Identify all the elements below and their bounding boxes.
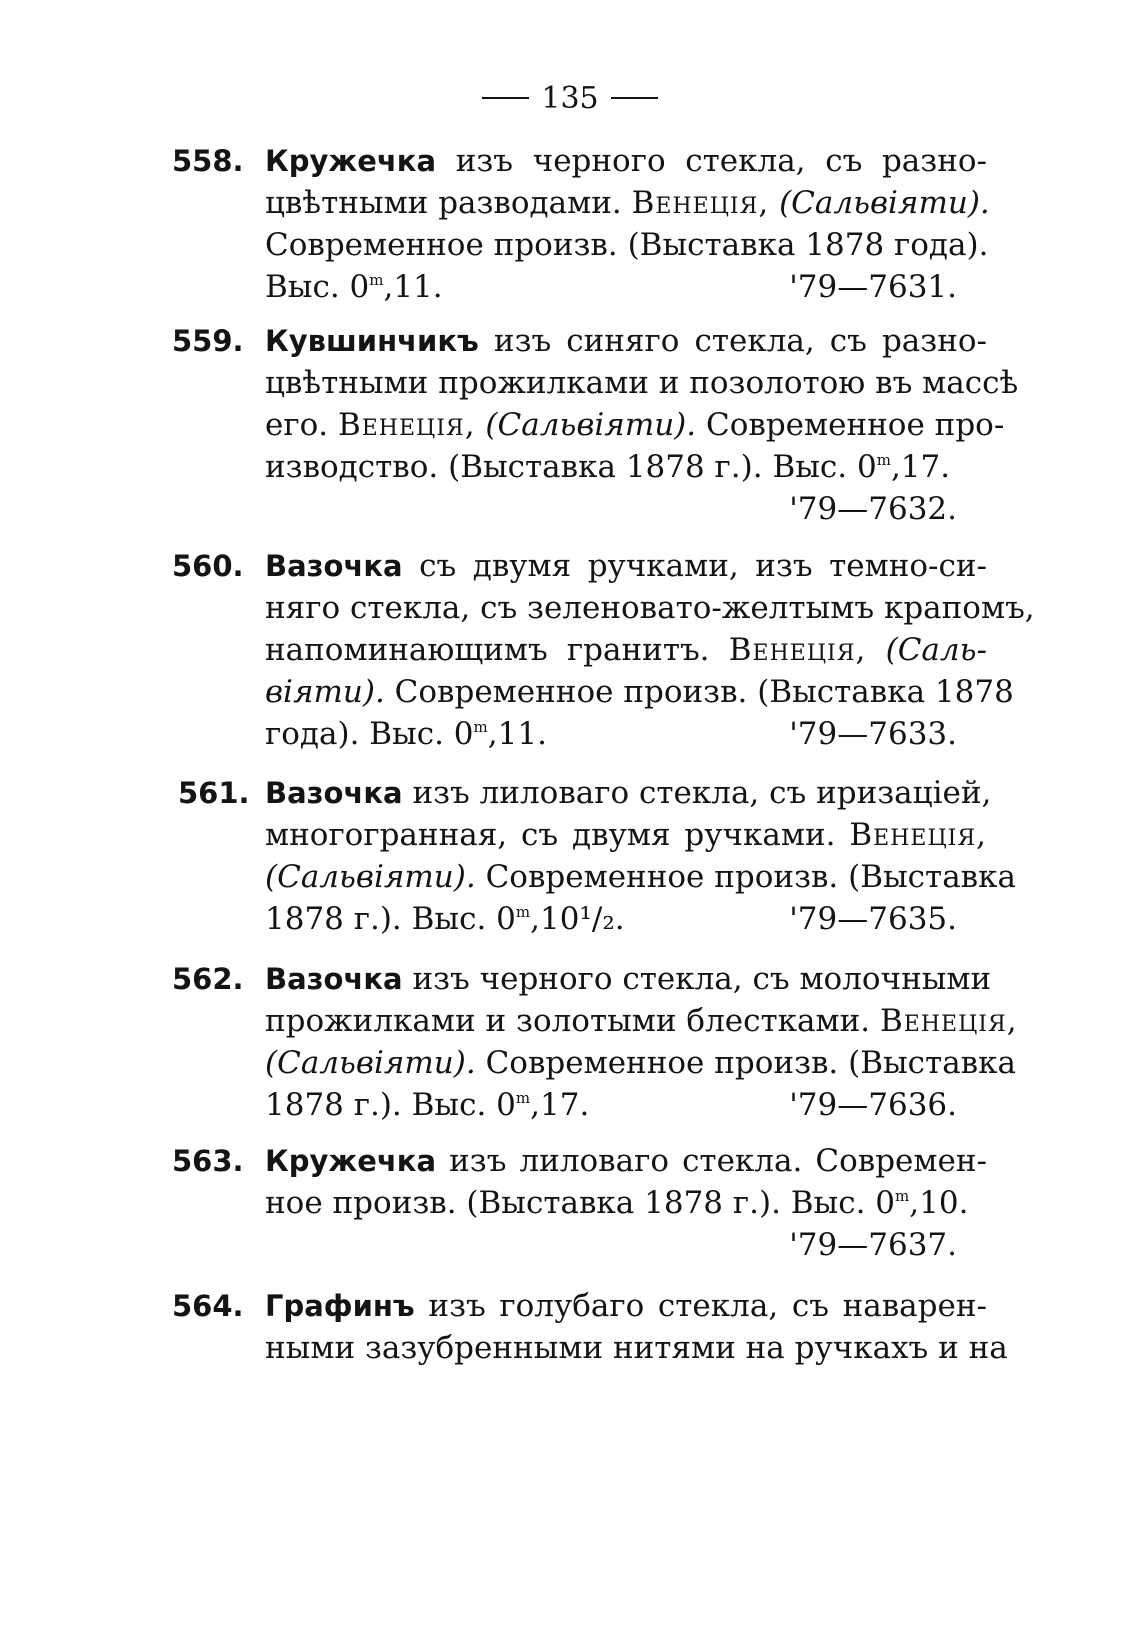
entry-text: изъ черного стекла, съ молочными	[412, 961, 992, 997]
entry-title: Вазочка	[265, 776, 403, 810]
catalog-entry-564	[172, 1285, 1008, 1369]
entry-city: Венеція,	[849, 817, 987, 853]
entry-height-unit: m	[515, 903, 531, 921]
entry-text: его.	[265, 407, 329, 443]
entry-text: Современное произв. (Выставка	[485, 859, 1016, 895]
entry-height-value: ,10.	[909, 1185, 969, 1221]
entry-maker: (Сальвіяти).	[779, 185, 990, 221]
entry-height-value: ,17.	[530, 1087, 590, 1123]
entry-maker: (Сальвіяти).	[265, 1045, 476, 1081]
entry-number: 558.	[172, 144, 244, 178]
entry-maker: (Сальвіяти).	[265, 859, 476, 895]
entry-city: Венеція,	[337, 407, 476, 443]
catalog-entry-558	[172, 140, 990, 308]
catalog-entry-560	[172, 545, 1035, 755]
entry-text: Современное произв. (Выставка 1878	[394, 674, 1014, 710]
entry-text: изъ черного стекла, съ разно-	[455, 143, 987, 179]
entry-inventory: '79—7633.	[789, 716, 957, 752]
entry-height-unit: m	[369, 271, 384, 289]
entry-text: Современное про-	[705, 407, 1005, 443]
entry-inventory: '79—7632.	[789, 491, 957, 527]
entry-inventory: '79—7637.	[789, 1227, 957, 1263]
entry-text: изъ голубаго стекла, съ наварен-	[428, 1288, 987, 1324]
entry-text: 1878 г.). Выс. 0	[265, 1087, 516, 1123]
entry-height-unit: m	[473, 718, 488, 736]
catalog-entry-559	[172, 320, 1019, 530]
entry-text: ное произв. (Выставка 1878 г.). Выс. 0	[265, 1185, 896, 1221]
entry-city: Венеція,	[631, 185, 770, 221]
entry-height-value: ,17.	[890, 449, 951, 485]
entry-text: няго стекла, съ зеленовато-желтымъ крапомъ,	[265, 590, 1035, 626]
entry-title: Кувшинчикъ	[265, 324, 479, 358]
entry-title: Кружечка	[265, 1144, 437, 1178]
entry-text: года). Выс. 0	[265, 716, 474, 752]
page-number: 135	[541, 80, 599, 116]
entry-number: 561.	[178, 776, 250, 810]
entry-height-label: Выс. 0	[265, 269, 370, 305]
entry-maker: (Сальвіяти).	[485, 407, 697, 443]
header-rule-right	[611, 97, 658, 99]
entry-city: Венеція,	[879, 1003, 1018, 1039]
entry-height-value: ,10¹/₂.	[530, 901, 625, 937]
entry-text: напоминающимъ гранитъ.	[265, 632, 710, 668]
entry-maker: (Саль-	[885, 632, 987, 668]
entry-text: изъ лиловаго стекла. Современ-	[449, 1143, 987, 1179]
entry-number: 564.	[172, 1289, 244, 1323]
entry-inventory: '79—7635.	[789, 901, 957, 937]
entry-number: 559.	[172, 324, 244, 358]
entry-title: Кружечка	[265, 144, 437, 178]
page-header	[470, 78, 670, 118]
entry-text: съ двумя ручками, изъ темно-си-	[419, 548, 988, 584]
entry-inventory: '79—7631.	[789, 269, 957, 305]
entry-number: 563.	[172, 1144, 244, 1178]
entry-text: цвѣтными разводами.	[265, 185, 622, 221]
entry-text: изводство. (Выставка 1878 г.). Выс. 0	[265, 449, 877, 485]
entry-number: 562.	[172, 962, 244, 996]
entry-height-unit: m	[876, 451, 891, 469]
catalog-entry-562	[172, 958, 1018, 1126]
entry-title: Графинъ	[265, 1289, 415, 1323]
entry-text: изъ лиловаго стекла, съ иризаціей,	[412, 775, 992, 811]
entry-height-unit: m	[895, 1187, 910, 1205]
catalog-entry-563	[172, 1140, 987, 1266]
entry-text: 1878 г.). Выс. 0	[265, 901, 516, 937]
entry-text: Современное произв. (Выставка 1878 года).	[265, 227, 989, 263]
entry-city: Венеція,	[728, 632, 867, 668]
entry-maker: віяти).	[265, 674, 385, 710]
catalog-entry-561	[172, 772, 1016, 940]
entry-title: Вазочка	[265, 549, 403, 583]
entry-text: цвѣтными прожилками и позолотою въ массѣ	[265, 365, 1019, 401]
entry-text: многогранная, съ двумя ручками.	[265, 817, 836, 853]
header-rule-left	[482, 97, 529, 99]
entry-text: прожилками и золотыми блестками.	[265, 1003, 871, 1039]
entry-height-value: ,11.	[383, 269, 443, 305]
entry-text: ными зазубренными нитями на ручкахъ и на	[265, 1330, 1008, 1366]
entry-height-value: ,11.	[487, 716, 547, 752]
entry-title: Вазочка	[265, 962, 403, 996]
entry-height-unit: m	[515, 1089, 531, 1107]
entry-number: 560.	[172, 549, 244, 583]
entry-inventory: '79—7636.	[789, 1087, 957, 1123]
entry-text: Современное произв. (Выставка	[485, 1045, 1016, 1081]
entry-text: изъ синяго стекла, съ разно-	[493, 323, 987, 359]
